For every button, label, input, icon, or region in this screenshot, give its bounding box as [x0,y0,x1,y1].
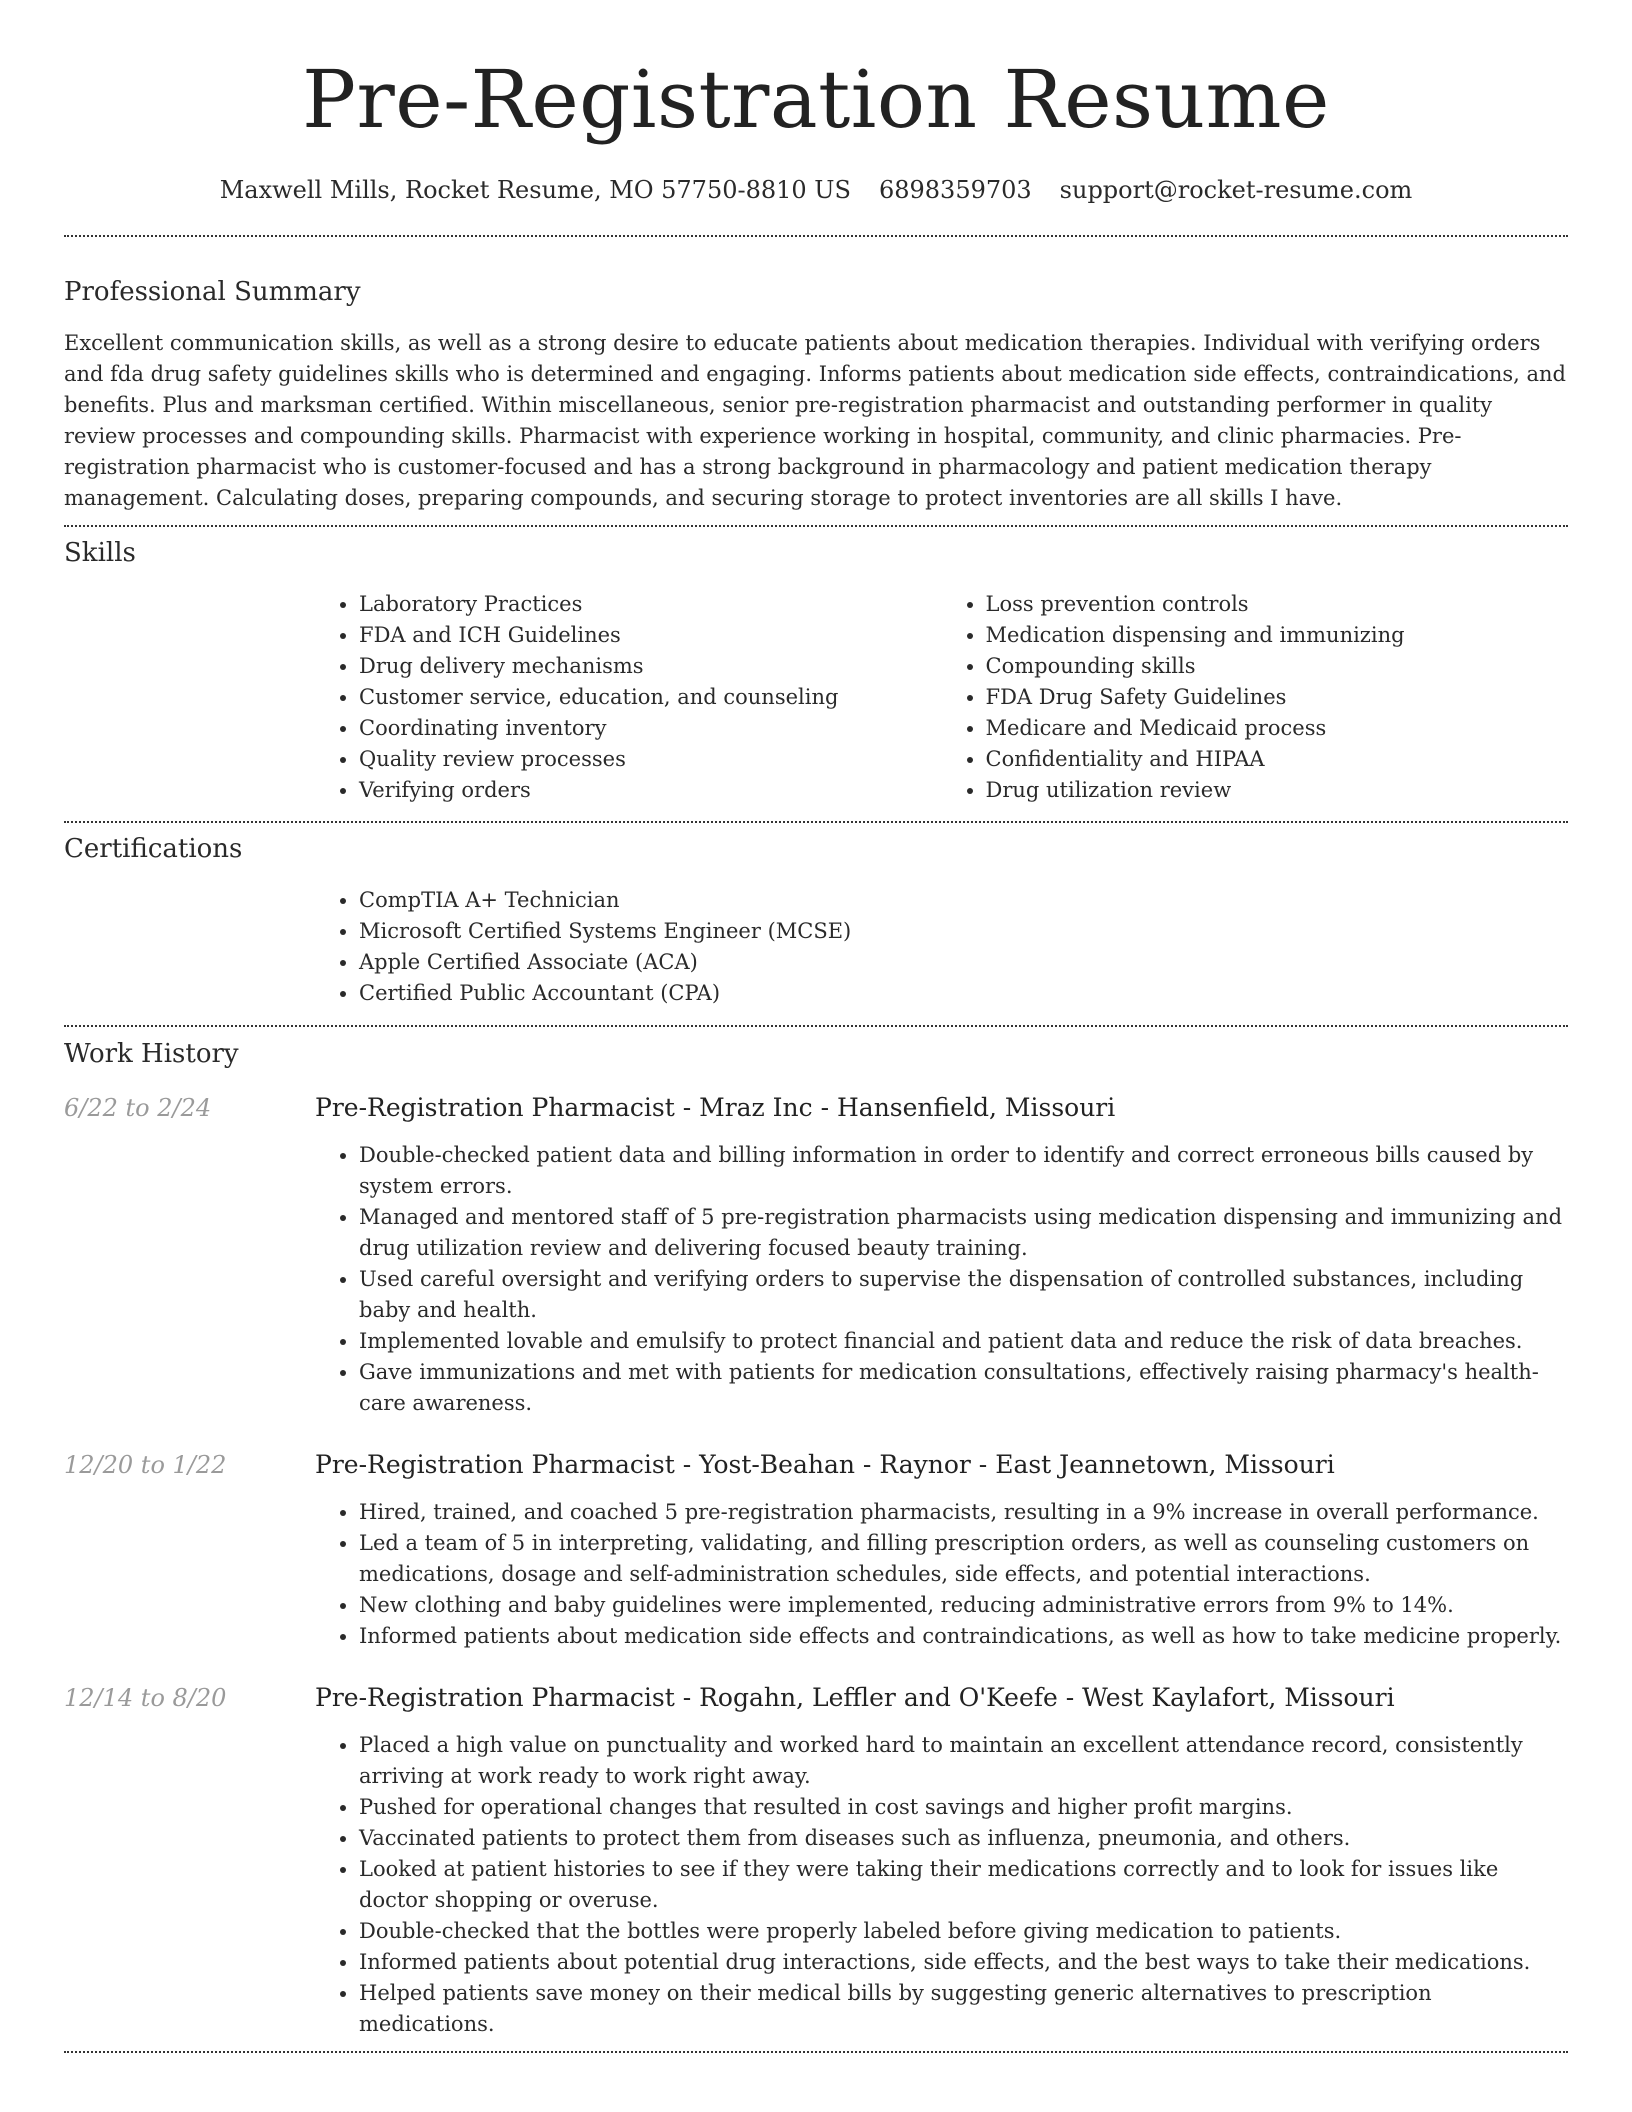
job-bullet: • Gave immunizations and met with patients for medication consultations, effectively raising pharmacy's health-care awareness. [359,1357,1568,1419]
job-dates: 12/20 to 1/22 [64,1451,227,1479]
job-dates: 12/14 to 8/20 [64,1684,227,1712]
summary-section [64,275,1568,514]
job-title: Pre-Registration Pharmacist - Rogahn, Leffler and O'Keefe - West Kaylafort, Missouri [315,1683,1395,1712]
skill-item: • FDA and ICH Guidelines [359,620,942,651]
work-history-heading: Work History [64,1039,239,1069]
skill-item: • Drug delivery mechanisms [359,651,942,682]
job-bullet: • Vaccinated patients to protect them from diseases such as influenza, pneumonia, and others. [359,1823,1568,1854]
skill-item: • Coordinating inventory [359,713,942,744]
skill-item: • Confidentiality and HIPAA [986,744,1569,775]
summary-heading: Professional Summary [64,277,361,307]
job-header [64,1091,1568,1125]
job-header [64,1681,1568,1715]
skills-list-left [315,589,942,806]
job-bullet: • Led a team of 5 in interpreting, validating, and filling prescription orders, as well as counseling customers on medications, dosage and self-administration schedules, side effects, and potential interactions. [359,1528,1568,1590]
skill-item: • Customer service, education, and counseling [359,682,942,713]
job-bullet: • Double-checked patient data and billing information in order to identify and correct erroneous bills caused by system errors. [359,1140,1568,1202]
job-entry [64,1681,1568,2040]
job-title: Pre-Registration Pharmacist - Yost-Beahan - Raynor - East Jeannetown, Missouri [315,1450,1335,1479]
skill-item: • Verifying orders [359,775,942,806]
job-bullet: • Double-checked that the bottles were properly labeled before giving medication to patients. [359,1916,1568,1947]
skill-item: • FDA Drug Safety Guidelines [986,682,1569,713]
resume-title: Pre-Registration Resume [302,53,1330,146]
job-bullet: • Used careful oversight and verifying orders to supervise the dispensation of controlled substances, including baby and health. [359,1264,1568,1326]
skills-section [64,536,1568,806]
job-bullet: • Hired, trained, and coached 5 pre-registration pharmacists, resulting in a 9% increase in overall performance. [359,1497,1568,1528]
certifications-heading: Certifications [64,834,243,864]
contact-email[interactable]: support@rocket-resume.com [1059,176,1413,204]
job-bullet: • Placed a high value on punctuality and worked hard to maintain an excellent attendance record, consistently arriving at work ready to work right away. [359,1730,1568,1792]
certification-item: • Certified Public Accountant (CPA) [359,978,1568,1009]
job-bullet: • Managed and mentored staff of 5 pre-registration pharmacists using medication dispensing and immunizing and drug utilization review and delivering focused beauty training. [359,1202,1568,1264]
skill-item: • Medication dispensing and immunizing [986,620,1569,651]
job-bullets [315,1497,1568,1652]
contact-phone: 6898359703 [878,176,1032,204]
job-title: Pre-Registration Pharmacist - Mraz Inc - Hansenfield, Missouri [315,1093,1116,1122]
contact-address: Maxwell Mills, Rocket Resume, MO 57750-8810 US [219,176,851,204]
job-entry [64,1091,1568,1419]
skills-grid [315,589,1568,806]
certifications-section [64,832,1568,1009]
job-bullet: • Looked at patient histories to see if they were taking their medications correctly and to look for issues like doctor shopping or overuse. [359,1854,1568,1916]
certification-item: • Microsoft Certified Systems Engineer (MCSE) [359,916,1568,947]
certifications-list [315,885,1568,1009]
job-bullet: • Implemented lovable and emulsify to protect financial and patient data and reduce the risk of data breaches. [359,1326,1568,1357]
certification-item: • Apple Certified Associate (ACA) [359,947,1568,978]
job-bullet: • Informed patients about potential drug interactions, side effects, and the best ways to take their medications. [359,1947,1568,1978]
skill-item: • Laboratory Practices [359,589,942,620]
contact-line [64,174,1568,206]
job-entry [64,1448,1568,1652]
certification-item: • CompTIA A+ Technician [359,885,1568,916]
divider [64,1025,1568,1027]
summary-text: Excellent communication skills, as well as a strong desire to educate patients about medication therapies. Individual with verifying orders and fda drug safety guidelines skills who is determined and engaging. Informs patients about medication side effects, contraindications, and benefits. Plus and marksman certified. Within miscellaneous, senior pre-registration pharmacist and outstanding performer in quality review processes and compounding skills. Pharmacist with experience working in hospital, community, and clinic pharmacies. Pre-registration pharmacist who is customer-focused and has a strong background in pharmacology and patient medication therapy management. Calculating doses, preparing compounds, and securing storage to protect inventories are all skills I have. [64,331,1567,510]
job-bullet: • New clothing and baby guidelines were implemented, reducing administrative errors from 9% to 14%. [359,1590,1568,1621]
job-bullet: • Informed patients about medication side effects and contraindications, as well as how to take medicine properly. [359,1621,1568,1652]
skill-item: • Quality review processes [359,744,942,775]
skill-item: • Medicare and Medicaid process [986,713,1569,744]
skills-heading: Skills [64,538,136,568]
job-bullet: • Helped patients save money on their medical bills by suggesting generic alternatives to prescription medications. [359,1978,1568,2040]
divider [64,2051,1568,2053]
skills-list-right [942,589,1569,806]
job-dates: 6/22 to 2/24 [64,1094,212,1122]
skill-item: • Loss prevention controls [986,589,1569,620]
work-history-section [64,1037,1568,2040]
resume-page [64,0,1568,2053]
skill-item: • Compounding skills [986,651,1569,682]
job-header [64,1448,1568,1482]
job-bullets [315,1140,1568,1419]
skill-item: • Drug utilization review [986,775,1569,806]
job-bullet: • Pushed for operational changes that resulted in cost savings and higher profit margins. [359,1792,1568,1823]
job-bullets [315,1730,1568,2040]
divider [64,525,1568,527]
divider [64,821,1568,823]
divider [64,235,1568,237]
